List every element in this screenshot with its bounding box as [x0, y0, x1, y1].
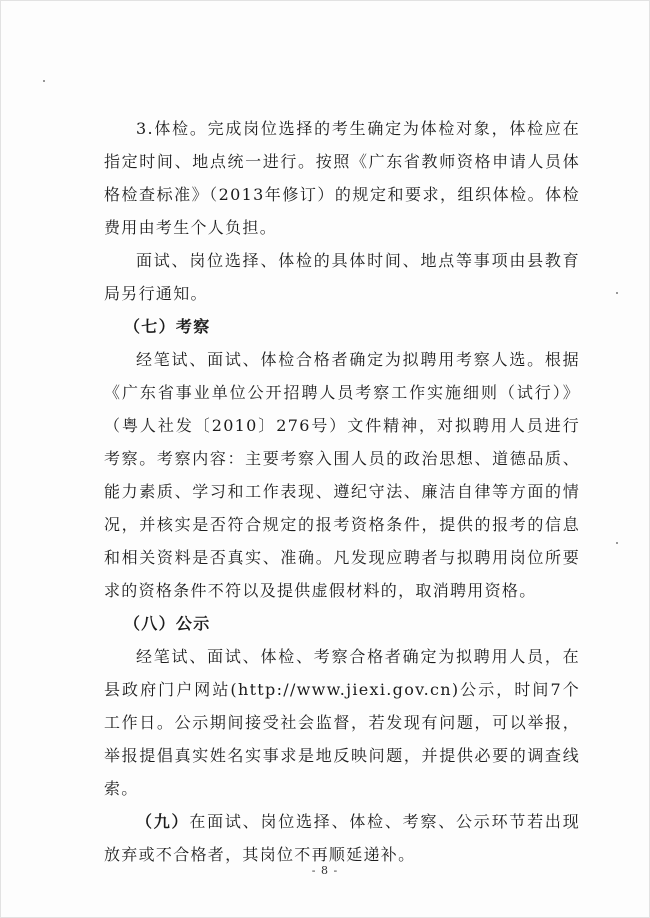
paragraph-text: 在面试、岗位选择、体检、考察、公示环节若出现放弃或不合格者，其岗位不再顺延递补。 — [104, 812, 580, 864]
page-number: - 8 - — [311, 864, 339, 877]
paragraph-text: 经笔试、面试、体检、考察合格者确定为拟聘用人员，在县政府门户网站(http://www.jiexi.gov.cn)公示，时间7个工作日。公示期间接受社会监督，若发现有问题，可以举报，举报提倡真实姓名实事求是地反映问题，并提供必要的调查线索。 — [104, 647, 580, 798]
paragraph-vacancy-rule — [104, 805, 580, 871]
scan-edge-top — [0, 0, 650, 1]
paragraph-lead: （九） — [136, 812, 190, 831]
scan-speck — [616, 542, 618, 544]
scan-speck — [616, 292, 618, 294]
scan-edge-left — [0, 0, 1, 918]
paragraph-schedule-notice — [104, 244, 580, 310]
paragraph-physical-exam — [104, 112, 580, 244]
paragraph-text: 经笔试、面试、体检合格者确定为拟聘用考察人选。根据《广东省事业单位公开招聘人员考察工作实施细则（试行）》（粤人社发〔2010〕276号）文件精神，对拟聘用人员进行考察。考察内容：主要考察入围人员的政治思想、道德品质、能力素质、学习和工作表现、遵纪守法、廉洁自律等方面的情况，并核实是否符合规定的报考资格条件，提供的报考的信息和相关资料是否真实、准确。凡发现应聘者与拟聘用岗位所要求的资格条件不符以及提供虚假材料的，取消聘用资格。 — [104, 350, 580, 600]
document-body — [104, 112, 580, 871]
paragraph-text: 3.体检。完成岗位选择的考生确定为体检对象，体检应在指定时间、地点统一进行。按照《广东省教师资格申请人员体格检查标准》（2013年修订）的规定和要求，组织体检。体检费用由考生个人负担。 — [104, 119, 580, 237]
section-heading-inspection: （七）考察 — [124, 317, 211, 336]
paragraph-text: 面试、岗位选择、体检的具体时间、地点等事项由县教育局另行通知。 — [104, 251, 580, 303]
section-heading-publicity: （八）公示 — [124, 614, 211, 633]
paragraph-inspection — [104, 343, 580, 607]
paragraph-publicity — [104, 640, 580, 805]
scan-speck — [43, 80, 45, 82]
